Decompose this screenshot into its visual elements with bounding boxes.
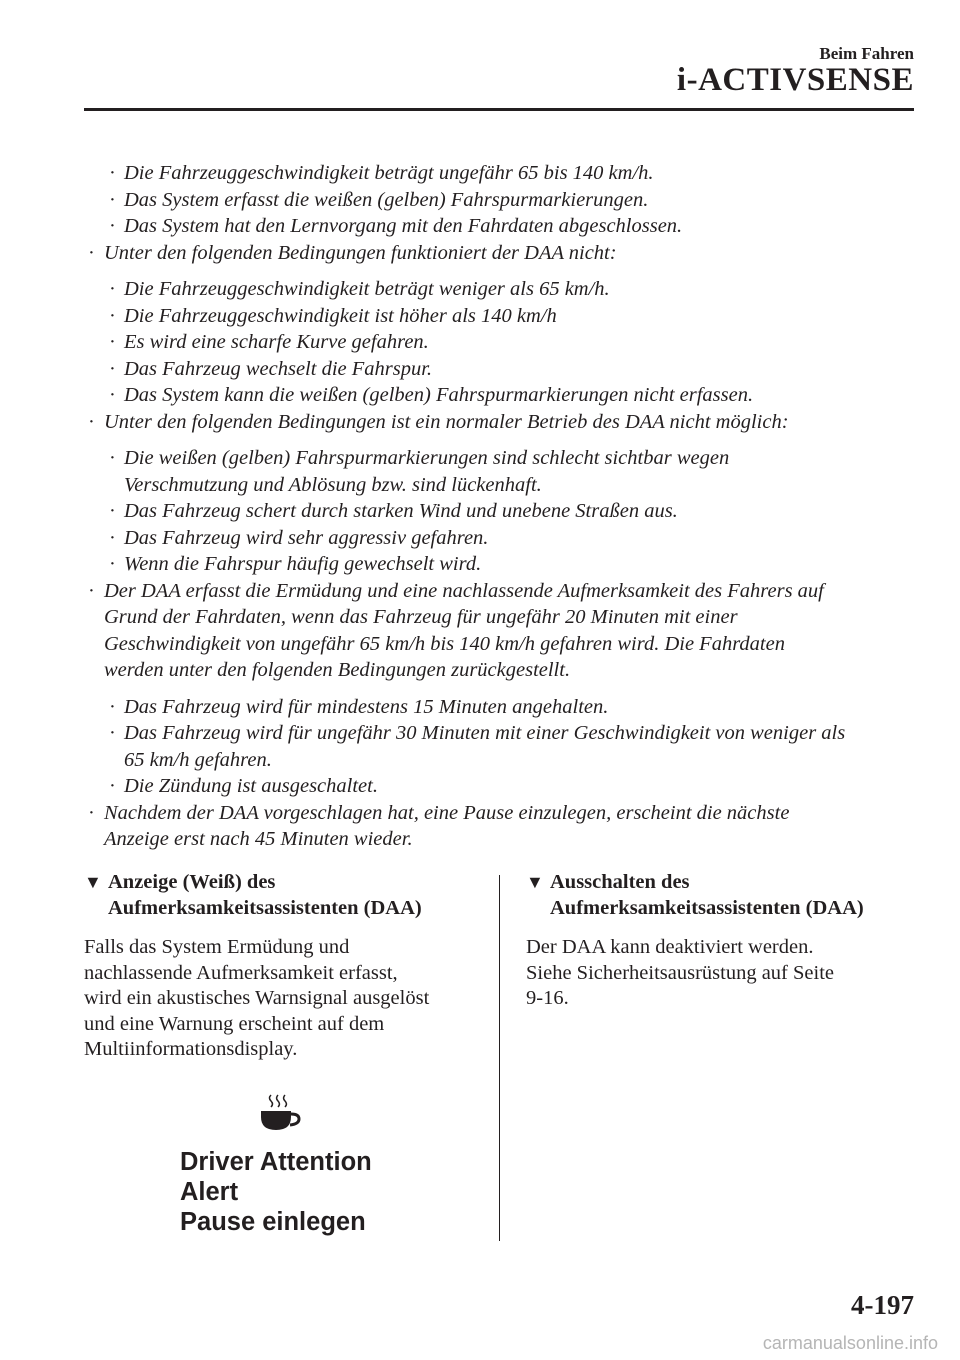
- triangle-marker-icon: ▼: [84, 872, 102, 892]
- list-item: · Nachdem der DAA vorgeschlagen hat, eine Pause einzulegen, erscheint die nächste Anzeige erst nach 45 Minuten wieder.: [88, 801, 790, 850]
- list-item: · Das Fahrzeug schert durch starken Wind und unebene Straßen aus.: [109, 500, 678, 522]
- page-number: 4-197: [851, 1290, 914, 1320]
- list-item: · Der DAA erfasst die Ermüdung und eine nachlassende Aufmerksamkeit des Fahrers auf Grund der Fahrdaten, wenn das Fahrzeug für ungefähr 20 Minuten mit einer Geschwindigkeit von ungefähr 65 km/h bis 140 km/h gefahren wird. Die Fahrdaten werden unter den folgenden Bedingungen zurückgestellt.: [88, 579, 824, 681]
- section-heading-daa-off: ▼ Ausschalten des Aufmerksamkeitsassistenten (DAA): [526, 871, 864, 919]
- header-rule: [84, 108, 914, 111]
- list-item: · Das Fahrzeug wird für mindestens 15 Minuten angehalten.: [109, 695, 609, 718]
- column-divider: [499, 875, 500, 1241]
- list-item: · Es wird eine scharfe Kurve gefahren.: [109, 331, 429, 353]
- list-item: · Unter den folgenden Bedingungen funktioniert der DAA nicht:: [88, 241, 617, 264]
- list-item: · Das Fahrzeug wird für ungefähr 30 Minuten mit einer Geschwindigkeit von weniger als 65 km/h gefahren.: [109, 722, 846, 771]
- list-item: · Das System erfasst die weißen (gelben) Fahrspurmarkierungen.: [109, 188, 649, 211]
- list-item: · Die Fahrzeuggeschwindigkeit ist höher als 140 km/h: [109, 304, 557, 327]
- list-item: · Das System hat den Lernvorgang mit den Fahrdaten abgeschlossen.: [109, 215, 683, 237]
- bullet-list: [84, 160, 924, 853]
- list-item: · Die Fahrzeuggeschwindigkeit beträgt ungefähr 65 bis 140 km/h.: [109, 162, 654, 184]
- list-item: · Wenn die Fahrspur häufig gewechselt wird.: [109, 553, 482, 575]
- list-item: · Das Fahrzeug wird sehr aggressiv gefahren.: [109, 526, 489, 549]
- right-column: [526, 870, 926, 1012]
- list-item: · Das Fahrzeug wechselt die Fahrspur.: [109, 357, 433, 380]
- section-label: Beim Fahren: [819, 44, 914, 63]
- triangle-marker-icon: ▼: [526, 872, 544, 892]
- paragraph: Der DAA kann deaktiviert werden. Siehe Sicherheitsausrüstung auf Seite 9-16.: [526, 936, 835, 1009]
- footer-watermark: carmanualsonline.info: [762, 1333, 938, 1353]
- list-item: · Die weißen (gelben) Fahrspurmarkierungen sind schlecht sichtbar wegen Verschmutzung und Ablösung bzw. sind lückenhaft.: [109, 447, 730, 496]
- section-heading-daa-display: ▼ Anzeige (Weiß) des Aufmerksamkeitsassistenten (DAA): [84, 871, 422, 919]
- list-item: · Die Zündung ist ausgeschaltet.: [109, 775, 378, 797]
- list-item: · Das System kann die weißen (gelben) Fahrspurmarkierungen nicht erfassen.: [109, 384, 754, 406]
- paragraph: Falls das System Ermüdung und nachlassende Aufmerksamkeit erfasst, wird ein akustisches Warnsignal ausgelöst und eine Warnung erscheint auf dem Multiinformationsdisplay.: [84, 936, 430, 1060]
- list-item: · Unter den folgenden Bedingungen ist ein normaler Betrieb des DAA nicht möglich:: [88, 410, 789, 433]
- page-title: i-ACTIVSENSE: [676, 62, 914, 98]
- list-item: · Die Fahrzeuggeschwindigkeit beträgt weniger als 65 km/h.: [109, 278, 610, 300]
- driver-attention-display: Driver Attention Alert Pause einlegen: [180, 1148, 372, 1236]
- left-column: [84, 870, 484, 1063]
- coffee-cup-icon: [256, 1093, 302, 1133]
